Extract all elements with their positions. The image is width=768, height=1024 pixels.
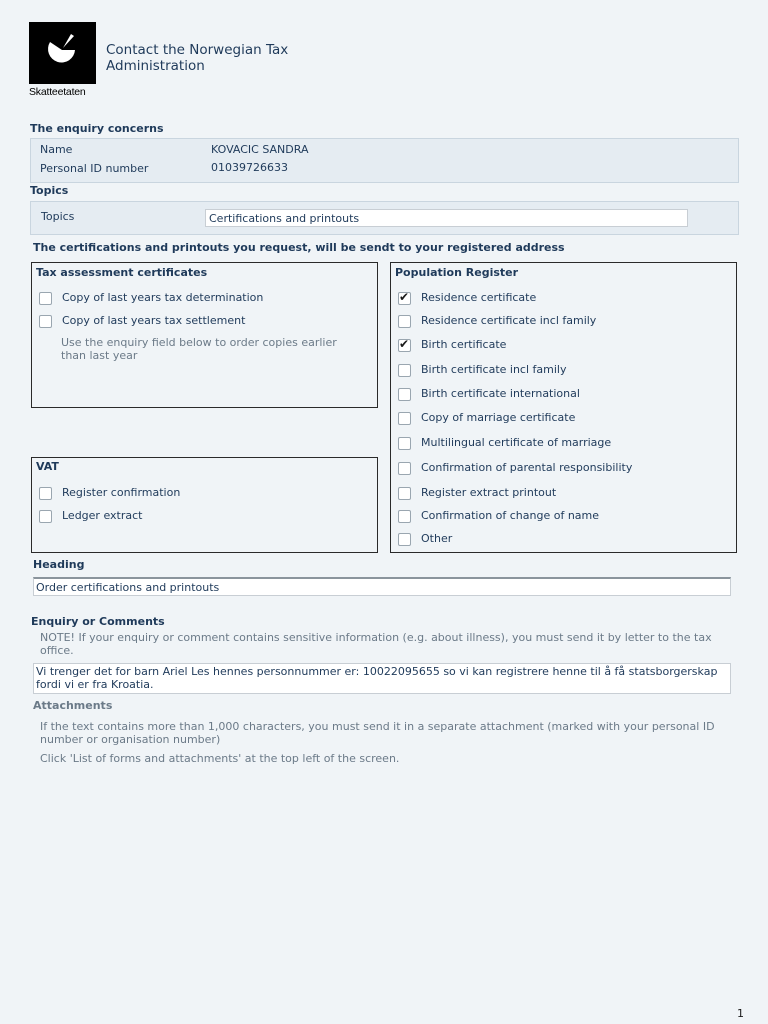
checkbox-icon[interactable] — [39, 510, 52, 523]
enquiry-heading: The enquiry concerns — [30, 122, 164, 135]
checkbox-label: Other — [421, 532, 453, 545]
checkbox-icon[interactable] — [398, 412, 411, 425]
checkbox-label: Copy of last years tax determination — [62, 291, 264, 304]
checkbox-icon[interactable] — [398, 388, 411, 401]
checkbox-icon[interactable] — [398, 437, 411, 450]
checkbox-label: Register confirmation — [62, 486, 181, 499]
page-title: Contact the Norwegian Tax Administration — [106, 42, 289, 74]
checkbox-label: Ledger extract — [62, 509, 143, 522]
checkbox-label: Multilingual certificate of marriage — [421, 436, 612, 449]
population-register-heading: Population Register — [395, 266, 519, 279]
checkbox-label: Residence certificate incl family — [421, 314, 597, 327]
checkbox-label: Register extract printout — [421, 486, 557, 499]
enquiry-panel — [30, 138, 739, 183]
checkbox-icon[interactable] — [39, 292, 52, 305]
heading-label: Heading — [33, 558, 85, 571]
vat-section — [31, 457, 378, 553]
checkbox-label: Birth certificate international — [421, 387, 580, 400]
checkbox-icon[interactable] — [398, 315, 411, 328]
attachments-label: Attachments — [33, 699, 113, 712]
tax-assessment-note: Use the enquiry field below to order copies earlier than last year — [61, 336, 337, 362]
comments-field[interactable]: Vi trenger det for barn Ariel Les hennes personnummer er: 10022095655 so vi kan registrere henne til å få statsborgerskap fordi vi er fra Kroatia. — [33, 663, 731, 694]
personal-id-value: 01039726633 — [211, 161, 288, 174]
heading-field[interactable]: Order certifications and printouts — [33, 577, 731, 596]
comments-label: Enquiry or Comments — [31, 615, 165, 628]
delivery-notice: The certifications and printouts you request, will be sendt to your registered address — [33, 241, 565, 254]
checkbox-icon[interactable] — [398, 487, 411, 500]
checkbox-icon[interactable] — [398, 364, 411, 377]
attachments-text: If the text contains more than 1,000 characters, you must send it in a separate attachment (marked with your personal ID number or organisation number) — [40, 720, 715, 746]
checkbox-label: Confirmation of change of name — [421, 509, 600, 522]
checkbox-label: Birth certificate — [421, 338, 507, 351]
attachments-instruction: Click 'List of forms and attachments' at the top left of the screen. — [40, 752, 400, 765]
name-value: KOVACIC SANDRA — [211, 143, 309, 156]
personal-id-label: Personal ID number — [40, 162, 149, 175]
logo-mark-icon — [29, 22, 96, 84]
checkbox-label: Residence certificate — [421, 291, 537, 304]
name-label: Name — [40, 143, 73, 156]
checkbox-icon[interactable] — [39, 315, 52, 328]
checkbox-checked-icon[interactable] — [398, 292, 411, 305]
tax-assessment-heading: Tax assessment certificates — [36, 266, 208, 279]
vat-heading: VAT — [36, 460, 59, 473]
checkbox-icon[interactable] — [398, 462, 411, 475]
comments-note: NOTE! If your enquiry or comment contains sensitive information (e.g. about illness), you must send it by letter to the tax office. — [40, 631, 712, 657]
checkbox-label: Copy of marriage certificate — [421, 411, 576, 424]
checkbox-label: Confirmation of parental responsibility — [421, 461, 633, 474]
checkbox-icon[interactable] — [39, 487, 52, 500]
checkbox-label: Birth certificate incl family — [421, 363, 567, 376]
tax-assessment-section — [31, 262, 378, 408]
page-number: 1 — [737, 1007, 744, 1020]
checkbox-icon[interactable] — [398, 510, 411, 523]
topics-field[interactable]: Certifications and printouts — [205, 209, 688, 227]
topics-heading: Topics — [30, 184, 69, 197]
checkbox-checked-icon[interactable] — [398, 339, 411, 352]
checkbox-label: Copy of last years tax settlement — [62, 314, 246, 327]
topics-label: Topics — [41, 210, 75, 223]
logo-text: Skatteetaten — [29, 86, 86, 98]
checkbox-icon[interactable] — [398, 533, 411, 546]
skatteetaten-logo — [29, 22, 96, 84]
